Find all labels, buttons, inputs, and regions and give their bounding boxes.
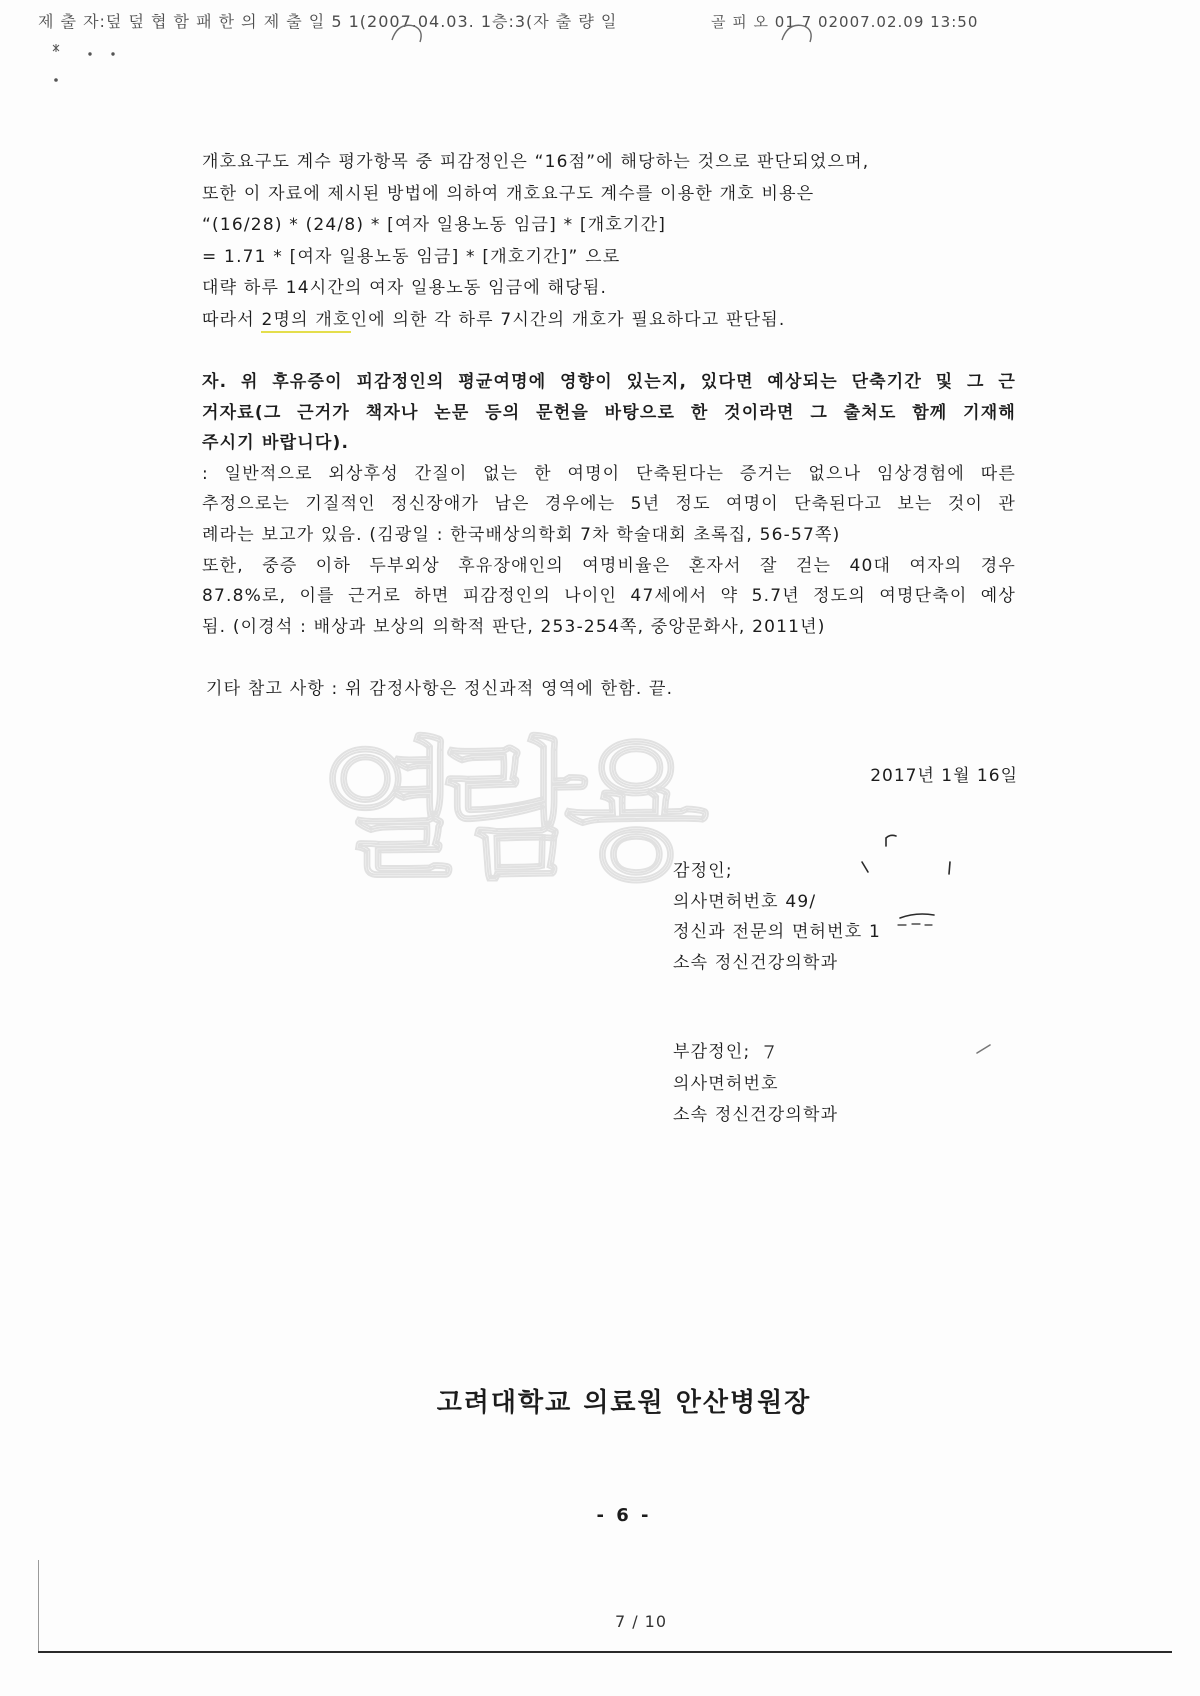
redaction-mark (886, 835, 896, 846)
page-number: - 6 - (596, 1505, 652, 1526)
sub-appraiser-license: 의사면허번호 (673, 1073, 779, 1094)
viewer-page-indicator: 7 / 10 (614, 1612, 668, 1631)
document-date: 2017년 1월 16일 (870, 766, 1018, 786)
sub-appraiser-label: 부감정인; (673, 1042, 751, 1062)
speck (55, 79, 58, 82)
appraiser-affiliation: 소속 정신건강의학과 (673, 952, 839, 973)
sub-appraiser-affiliation: 소속 정신건강의학과 (673, 1105, 839, 1125)
care-cost-section (202, 147, 1018, 336)
appraiser-specialist-license: 정신과 전문의 면허번호 1 (673, 922, 882, 942)
speck (89, 53, 91, 55)
sub-appraiser-block (673, 1037, 1073, 1132)
appraiser-label: 감정인; (673, 861, 733, 881)
question-line: 주시기 바랍니다). (202, 433, 350, 454)
question-line: 거자료(그 근거가 책자나 논문 등의 문헌을 바탕으로 한 것이라면 그 출처도 함께 기재해 (202, 402, 1016, 423)
answer-line: 또한, 중증 이하 두부외상 후유장애인의 여명비율은 혼자서 잘 걷는 40대 여자의 경우 (202, 555, 1016, 576)
appraiser-license: 의사면허번호 49/ (673, 891, 817, 912)
bottom-rule (38, 1651, 1172, 1653)
question-line: 자. 위 후유증이 피감정인의 평균여명에 영향이 있는지, 있다면 예상되는 단축기간 및 그 근 (202, 372, 1016, 392)
scan-specks (53, 44, 114, 81)
left-margin-rule (38, 1560, 39, 1652)
life-expectancy-section (202, 367, 1018, 642)
received-stamp: 골 피 오 01 7 02007.02.09 13:50 (711, 13, 979, 31)
highlight-underline: 2명의 개호 (261, 310, 350, 333)
conclusion-after: 인에 의한 각 하루 7시간의 개호가 필요하다고 판단됨. (350, 309, 786, 330)
speck (112, 53, 114, 55)
care-conclusion-line (202, 305, 1018, 337)
watermark-text: 열람용 (318, 725, 687, 899)
other-notes: 기타 참고 사항 : 위 감정사항은 정신과적 영역에 한함. 끝. (206, 679, 674, 699)
answer-line: 추정으로는 기질적인 정신장애가 남은 경우에는 5년 정도 여명이 단축된다고 보는 것이 관 (202, 494, 1016, 515)
care-cost-line: = 1.71 * [여자 일용노동 임금] * [개호기간]” 으로 (202, 246, 621, 267)
appraiser-block (673, 856, 1073, 978)
care-cost-line: 대략 하루 14시간의 여자 일용노동 임금에 해당됨. (202, 278, 608, 298)
answer-line: 됨. (이경석 : 배상과 보상의 의학적 판단, 253-254쪽, 중앙문화사, 2011년) (202, 616, 826, 637)
answer-line: : 일반적으로 외상후성 간질이 없는 한 여명이 단축된다는 증거는 없으나 임상경험에 따른 (202, 463, 1016, 484)
answer-line: 례라는 보고가 있음. (김광일 : 한국배상의학회 7차 학술대회 초록집, 56-57쪽) (202, 524, 841, 545)
care-cost-line: 개호요구도 계수 평가항목 중 피감정인은 “16점”에 해당하는 것으로 판단되었으며, (202, 152, 870, 172)
care-cost-line: 또한 이 자료에 제시된 방법에 의하여 개호요구도 계수를 이용한 개호 비용은 (202, 183, 815, 204)
care-cost-line: “(16/28) * (24/8) * [여자 일용노동 임금] * [개호기간] (202, 215, 667, 235)
answer-line: 87.8%로, 이를 근거로 하면 피감정인의 나이인 47세에서 약 5.7년 정도의 여명단축이 예상 (202, 586, 1016, 607)
issuer-title: 고려대학교 의료원 안산병원장 (436, 1388, 812, 1418)
submission-stamp: 제 출 자:덮 덮 협 함 패 한 의 제 출 일 5 1(2007.04.03. 1층:3(자 출 량 일 (38, 12, 618, 31)
asterisk-speck (53, 44, 59, 52)
conclusion-before: 따라서 (202, 309, 262, 330)
